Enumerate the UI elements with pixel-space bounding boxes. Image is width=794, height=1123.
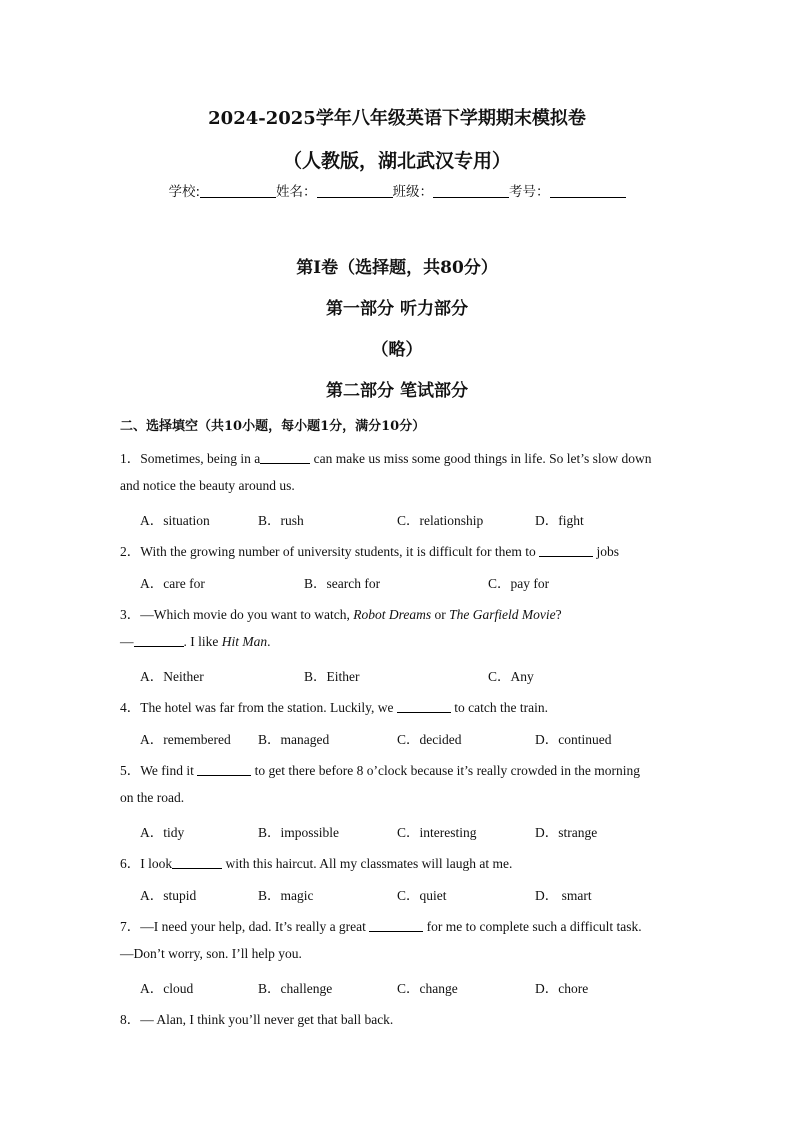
option-d[interactable]: D．continued (535, 732, 612, 747)
option-d[interactable]: D．strange (535, 825, 598, 840)
option-a[interactable]: A．remembered (140, 732, 231, 747)
option-d[interactable]: D．fight (535, 513, 584, 528)
question-text: for me to complete such a difficult task. (423, 919, 642, 934)
dash: — (120, 634, 134, 649)
question-7-reply: —Don’t worry, son. I’ll help you. (120, 946, 302, 961)
question-text: —I need your help, dad. It’s really a great (140, 919, 370, 934)
option-c[interactable]: C．interesting (397, 825, 477, 840)
part1-heading: 第一部分 听力部分 (326, 299, 468, 319)
exam-number-blank[interactable] (550, 183, 626, 198)
movie-title: Hit Man (221, 634, 268, 649)
option-d[interactable]: D．chore (535, 981, 589, 996)
class-blank[interactable] (433, 183, 509, 198)
option-b[interactable]: B．impossible (258, 825, 340, 840)
question-number: 6． (120, 856, 141, 871)
option-c[interactable]: C．change (397, 981, 458, 996)
question-text: to get there before 8 o’clock because it’s really crowded in the morning (251, 763, 641, 778)
question-text: —Which movie do you want to watch, (140, 607, 354, 622)
answer-blank (134, 634, 184, 647)
question-1-continued: and notice the beauty around us. (120, 478, 295, 493)
question-5-continued: on the road. (120, 790, 185, 805)
question-text: ? (555, 607, 562, 622)
school-label: 学校: (168, 184, 201, 200)
movie-title: The Garfield Movie (449, 607, 556, 622)
question-8 (120, 1008, 393, 1028)
question-text: to catch the train. (450, 700, 549, 715)
question-number: 7． (120, 919, 141, 934)
option-a[interactable]: A．situation (140, 513, 210, 528)
option-d[interactable]: D． smart (535, 888, 592, 903)
class-label: 班级： (392, 184, 434, 200)
question-number: 2． (120, 544, 141, 559)
option-b[interactable]: B．Either (304, 669, 360, 684)
option-a[interactable]: A．cloud (140, 981, 194, 996)
option-b[interactable]: B．search for (304, 576, 381, 591)
answer-blank (260, 451, 310, 464)
name-label: 姓名： (276, 184, 317, 200)
option-b[interactable]: B．magic (258, 888, 314, 903)
answer-blank (369, 919, 423, 932)
question-number: 1． (120, 451, 141, 466)
exam-number-label: 考号： (509, 184, 550, 200)
question-text: — Alan, I think you’ll never get that ball back. (140, 1012, 394, 1027)
option-c[interactable]: C．Any (488, 669, 534, 684)
question-text: The hotel was far from the station. Luckily, we (140, 700, 397, 715)
exam-title: 2024-2025学年八年级英语下学期期末模拟卷 (208, 108, 586, 129)
question-number: 4． (120, 700, 141, 715)
answer-blank (197, 763, 251, 776)
option-c[interactable]: C．relationship (397, 513, 484, 528)
question-text: We find it (140, 763, 198, 778)
question-1 (120, 447, 651, 467)
option-a[interactable]: A．Neither (140, 669, 204, 684)
question-number: 5． (120, 763, 141, 778)
question-text: With the growing number of university students, it is difficult for them to (140, 544, 540, 559)
question-text: with this haircut. All my classmates will laugh at me. (222, 856, 513, 871)
name-blank[interactable] (317, 183, 393, 198)
part2-heading: 第二部分 笔试部分 (326, 381, 468, 401)
question-3 (120, 603, 562, 623)
exam-subtitle: （人教版，湖北武汉专用） (282, 150, 511, 172)
movie-title: Robot Dreams (353, 607, 432, 622)
question-6 (120, 852, 512, 872)
option-b[interactable]: B．rush (258, 513, 304, 528)
option-c[interactable]: C．pay for (488, 576, 550, 591)
question-text: can make us miss some good things in life. So let’s slow down (310, 451, 652, 466)
option-c[interactable]: C．quiet (397, 888, 447, 903)
part1-omitted-note: （略） (371, 340, 423, 360)
option-a[interactable]: A．stupid (140, 888, 197, 903)
option-b[interactable]: B．managed (258, 732, 330, 747)
student-info-line (0, 180, 794, 200)
school-blank[interactable] (200, 183, 276, 198)
question-5 (120, 759, 640, 779)
question-number: 8． (120, 1012, 141, 1027)
answer-blank (539, 544, 593, 557)
question-text: jobs (593, 544, 620, 559)
option-b[interactable]: B．challenge (258, 981, 333, 996)
option-a[interactable]: A．tidy (140, 825, 185, 840)
answer-blank (172, 856, 222, 869)
option-a[interactable]: A．care for (140, 576, 205, 591)
question-text: . (267, 634, 271, 649)
question-text: Sometimes, being in a (140, 451, 261, 466)
question-text: . I like (183, 634, 222, 649)
question-text: I look (140, 856, 173, 871)
question-3-reply (120, 634, 271, 650)
question-4 (120, 696, 548, 716)
question-2 (120, 540, 619, 560)
volume-heading: 第Ⅰ卷（选择题，共80分） (296, 258, 498, 278)
section-instruction: 二、选择填空（共10小题，每小题1分，满分10分） (120, 419, 426, 434)
answer-blank (397, 700, 451, 713)
option-c[interactable]: C．decided (397, 732, 462, 747)
question-7 (120, 915, 642, 935)
question-number: 3． (120, 607, 141, 622)
question-text: or (431, 607, 450, 622)
